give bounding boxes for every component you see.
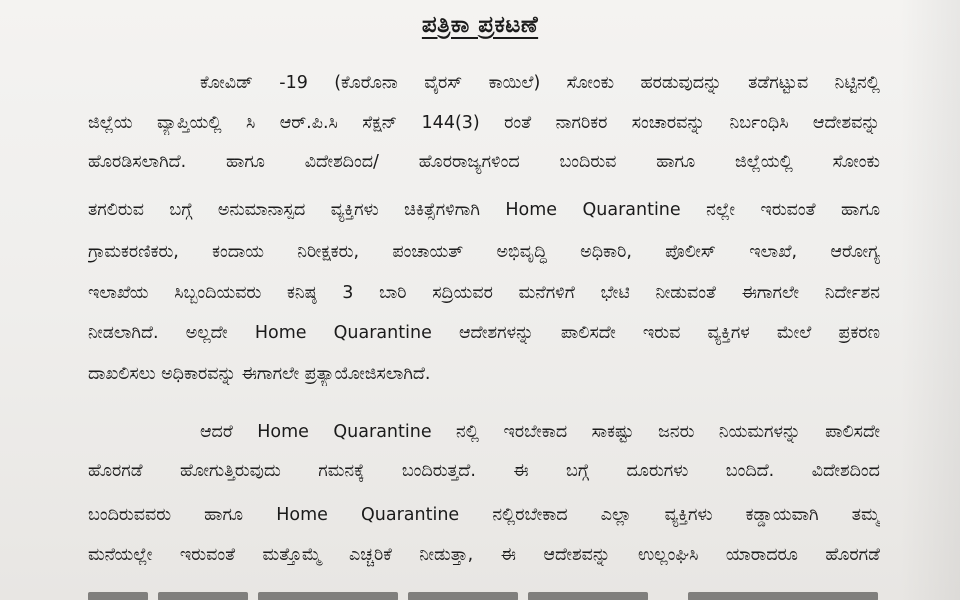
paragraph-1-line-8: ದಾಖಲಿಸಲು ಅಧಿಕಾರವನ್ನು ಈಗಾಗಲೇ ಪ್ರತ್ಯಾಯೋಜಿಸಲಾಗಿದೆ. <box>88 364 431 384</box>
paragraph-2-line-2: ಹೊರಗಡೆ ಹೋಗುತ್ತಿರುವುದು ಗಮನಕ್ಕೆ ಬಂದಿರುತ್ತದೆ. ಈ ಬಗ್ಗೆ ದೂರುಗಳು ಬಂದಿದೆ. ವಿದೇಶದಿಂದ <box>88 461 880 481</box>
page-shadow <box>900 0 960 600</box>
paragraph-2-line-4: ಮನೆಯಲ್ಲೇ ಇರುವಂತೆ ಮತ್ತೊಮ್ಮೆ ಎಚ್ಚರಿಕೆ ನೀಡುತ್ತಾ, ಈ ಆದೇಶವನ್ನು ಉಲ್ಲಂಘಿಸಿ ಯಾರಾದರೂ ಹೊರಗಡೆ <box>88 545 880 565</box>
paragraph-1-line-2: ಜಿಲ್ಲೆಯ ವ್ಯಾಪ್ತಿಯಲ್ಲಿ ಸಿ ಆರ್.ಪಿ.ಸಿ ಸೆಕ್ಷನ್ 144(3) ರಂತೆ ನಾಗರಿಕರ ಸಂಚಾರವನ್ನು ನಿರ್ಬಂಧಿಸಿ ಆದೇಶವನ್ನು <box>88 113 880 133</box>
document-title <box>0 12 960 38</box>
cropped-text-line <box>88 583 880 600</box>
paragraph-1-line-3: ಹೊರಡಿಸಲಾಗಿದೆ. ಹಾಗೂ ವಿದೇಶದಿಂದ/ ಹೊರರಾಜ್ಯಗಳಿಂದ ಬಂದಿರುವ ಹಾಗೂ ಜಿಲ್ಲೆಯಲ್ಲಿ ಸೋಂಕು <box>88 152 880 172</box>
press-release-heading: ಪತ್ರಿಕಾ ಪ್ರಕಟಣೆ <box>421 12 539 38</box>
paragraph-1-line-4: ತಗಲಿರುವ ಬಗ್ಗೆ ಅನುಮಾನಾಸ್ಪದ ವ್ಯಕ್ತಿಗಳು ಚಿಕಿತ್ಸೆಗಳಿಗಾಗಿ Home Quarantine ನಲ್ಲೇ ಇರುವಂತೆ ಹಾಗೂ <box>88 200 880 220</box>
paragraph-1-line-7: ನೀಡಲಾಗಿದೆ. ಅಲ್ಲದೇ Home Quarantine ಆದೇಶಗಳನ್ನು ಪಾಲಿಸದೇ ಇರುವ ವ್ಯಕ್ತಿಗಳ ಮೇಲೆ ಪ್ರಕರಣ <box>88 323 880 343</box>
paragraph-1-line-6: ಇಲಾಖೆಯ ಸಿಬ್ಬಂದಿಯವರು ಕನಿಷ್ಠ 3 ಬಾರಿ ಸದ್ರಿಯವರ ಮನೆಗಳಿಗೆ ಭೇಟಿ ನೀಡುವಂತೆ ಈಗಾಗಲೇ ನಿರ್ದೇಶನ <box>88 283 880 303</box>
paragraph-2-line-1: ಆದರೆ Home Quarantine ನಲ್ಲಿ ಇರಬೇಕಾದ ಸಾಕಷ್ಟು ಜನರು ನಿಯಮಗಳನ್ನು ಪಾಲಿಸದೇ <box>200 422 880 442</box>
paragraph-1-line-1: ಕೋವಿಡ್ -19 (ಕೊರೊನಾ ವೈರಸ್ ಕಾಯಿಲೆ) ಸೋಂಕು ಹರಡುವುದನ್ನು ತಡೆಗಟ್ಟುವ ನಿಟ್ಟಿನಲ್ಲಿ <box>200 73 880 93</box>
paragraph-1-line-5: ಗ್ರಾಮಕರಣಿಕರು, ಕಂದಾಯ ನಿರೀಕ್ಷಕರು, ಪಂಚಾಯತ್ ಅಭಿವೃದ್ಧಿ ಅಧಿಕಾರಿ, ಪೊಲೀಸ್ ಇಲಾಖೆ, ಆರೋಗ್ಯ <box>88 242 880 262</box>
paragraph-2-line-3: ಬಂದಿರುವವರು ಹಾಗೂ Home Quarantine ನಲ್ಲಿರಬೇಕಾದ ಎಲ್ಲಾ ವ್ಯಕ್ತಿಗಳು ಕಡ್ಡಾಯವಾಗಿ ತಮ್ಮ <box>88 505 880 525</box>
